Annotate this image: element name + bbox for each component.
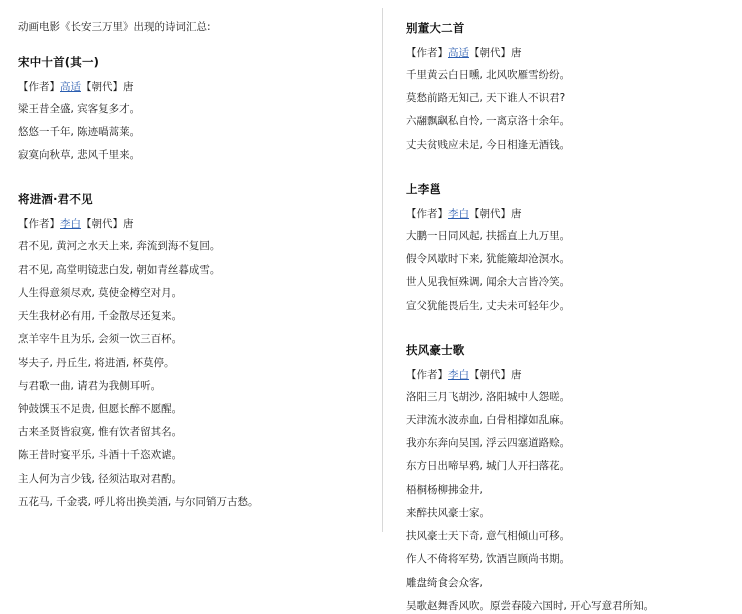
dynasty-prefix-label: 【朝代】: [81, 218, 123, 231]
poem-line: 古来圣贤皆寂寞, 惟有饮者留其名。: [18, 426, 183, 439]
section-spacer: [406, 328, 720, 342]
poem-line: 君不见, 高堂明镜悲白发, 朝如青丝暮成雪。: [18, 263, 221, 276]
dynasty-value: 唐: [123, 218, 134, 231]
poem-line: 六翮飘飖私自怜, 一离京洛十余年。: [406, 115, 571, 128]
section-spacer: [18, 177, 360, 191]
dynasty-value: 唐: [511, 47, 522, 59]
dynasty-value: 唐: [123, 80, 134, 93]
column-divider: [382, 8, 383, 532]
poem-title: 别董大二首: [406, 21, 465, 35]
poem-meta: [406, 45, 720, 60]
poem-block: [406, 181, 720, 314]
section-spacer: [406, 167, 720, 181]
poem-line: 人生得意须尽欢, 莫使金樽空对月。: [18, 286, 183, 299]
poem-line: 扶风豪士天下奇, 意气相倾山可移。: [406, 530, 571, 543]
author-link[interactable]: 高适: [60, 80, 81, 93]
author-link[interactable]: 李白: [60, 218, 81, 231]
poem-line: 烹羊宰牛且为乐, 会须一饮三百杯。: [18, 333, 183, 346]
author-link[interactable]: 李白: [448, 207, 469, 220]
poem-line: 主人何为言少钱, 径须沽取对君酌。: [18, 472, 183, 485]
poem-line: 世人见我恒殊调, 闻余大言皆冷笑。: [406, 276, 571, 289]
poem-line: 寂寞向秋草, 悲风千里来。: [18, 149, 141, 162]
poem-meta: [18, 79, 360, 94]
author-prefix-label: 【作者】: [406, 368, 448, 381]
document-intro: 动画电影《长安三万里》出现的诗词汇总:: [18, 21, 211, 33]
poem-block: [406, 20, 720, 153]
poem-line: 与君歌一曲, 请君为我侧耳听。: [18, 379, 162, 392]
right-column: [382, 0, 742, 612]
poem-block: [406, 342, 720, 614]
poem-block: [18, 54, 360, 164]
dynasty-prefix-label: 【朝代】: [81, 80, 123, 93]
poem-line: 君不见, 黄河之水天上来, 奔流到海不复回。: [18, 240, 221, 253]
poem-meta: [406, 206, 720, 221]
poem-line: 丈夫贫贱应未足, 今日相逢无酒钱。: [406, 138, 571, 151]
poem-line: 假令风歇时下来, 犹能簸却沧溟水。: [406, 253, 571, 266]
poem-line: 梧桐杨柳拂金井,: [406, 483, 483, 496]
dynasty-value: 唐: [511, 207, 522, 220]
poem-line: 东方日出啼早鸦, 城门人开扫落花。: [406, 460, 571, 473]
poem-title: 将进酒·君不见: [18, 192, 93, 207]
author-prefix-label: 【作者】: [406, 207, 448, 220]
dynasty-prefix-label: 【朝代】: [469, 207, 511, 220]
poem-line: 陈王昔时宴平乐, 斗酒十千恣欢谑。: [18, 449, 183, 462]
author-prefix-label: 【作者】: [18, 80, 60, 93]
author-link[interactable]: 高适: [448, 47, 469, 59]
dynasty-prefix-label: 【朝代】: [469, 368, 511, 381]
poem-line: 吴歌赵舞香风吹。原尝春陵六国时, 开心写意君所知。: [406, 599, 655, 612]
left-column: [0, 0, 382, 540]
poem-block: [18, 191, 360, 510]
poem-line: 五花马, 千金裘, 呼儿将出换美酒, 与尔同销万古愁。: [18, 495, 259, 508]
poem-line: 来醉扶风豪士家。: [406, 506, 490, 519]
poem-line: 钟鼓馔玉不足贵, 但愿长醉不愿醒。: [18, 402, 183, 415]
poem-line: 岑夫子, 丹丘生, 将进酒, 杯莫停。: [18, 356, 175, 369]
poem-title: 扶风豪士歌: [406, 342, 465, 357]
poem-line: 莫愁前路无知己, 天下谁人不识君?: [406, 92, 566, 105]
poem-line: 洛阳三月飞胡沙, 洛阳城中人怨嗟。: [406, 390, 571, 403]
poem-line: 作人不倚将军势, 饮酒岂顾尚书期。: [406, 553, 571, 566]
poem-line: 天津流水波赤血, 白骨相撑如乱麻。: [406, 413, 571, 426]
poem-meta: [406, 367, 720, 382]
poem-title: 宋中十首(其一): [18, 54, 100, 69]
poem-line: 悠悠一千年, 陈迹喎蒿莱。: [18, 125, 141, 138]
poem-line: 梁王昔全盛, 宾客复多才。: [18, 102, 141, 115]
poem-line: 我亦东奔向吴国, 浮云四塞道路赊。: [406, 437, 571, 450]
dynasty-prefix-label: 【朝代】: [469, 47, 511, 59]
author-link[interactable]: 李白: [448, 368, 469, 381]
poem-line: 天生我材必有用, 千金散尽还复来。: [18, 310, 183, 323]
poem-line: 大鹏一日同风起, 扶摇直上九万里。: [406, 229, 571, 242]
author-prefix-label: 【作者】: [18, 218, 60, 231]
poem-line: 千里黄云白日曛, 北风吹雁雪纷纷。: [406, 69, 571, 81]
dynasty-value: 唐: [511, 368, 522, 381]
poem-title: 上李邕: [406, 181, 442, 196]
poem-meta: [18, 216, 360, 231]
poem-line: 雕盘绮食会众客,: [406, 576, 483, 589]
author-prefix-label: 【作者】: [406, 47, 448, 59]
poem-line: 宣父犹能畏后生, 丈夫未可轻年少。: [406, 299, 571, 312]
